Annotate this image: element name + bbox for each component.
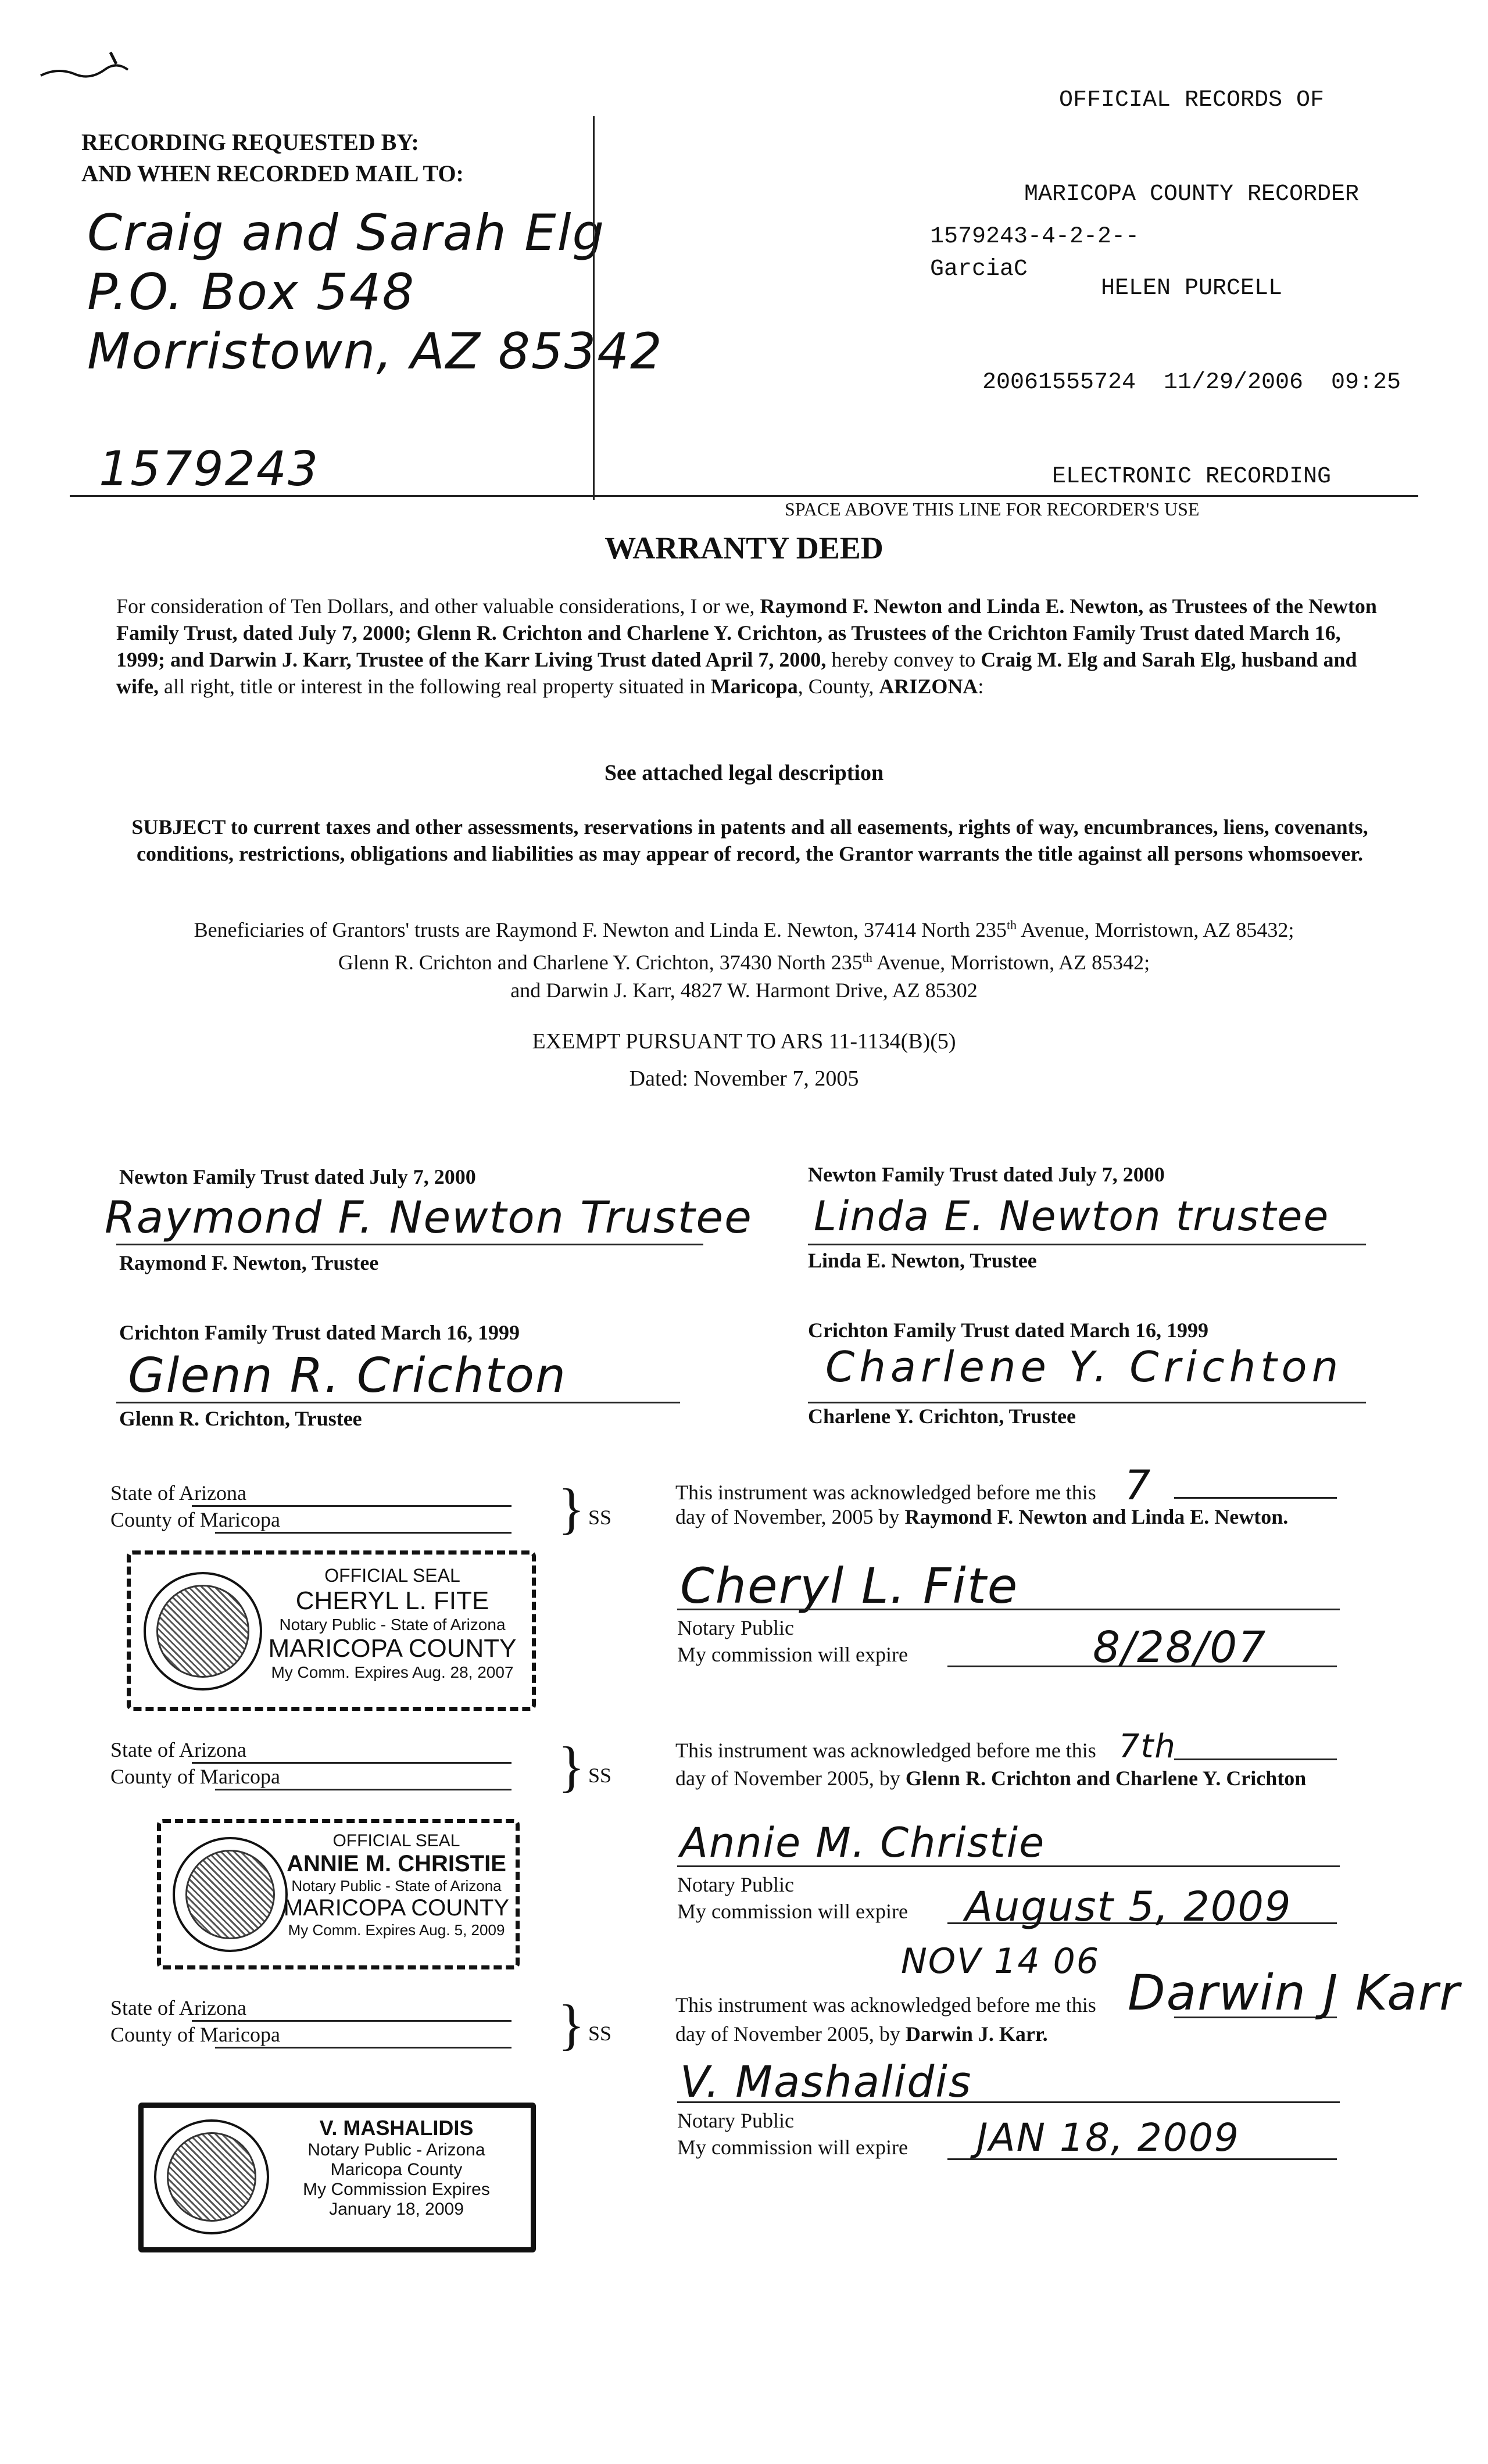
reference-number: 1579243-4-2-2-- (930, 224, 1140, 250)
newton-trust-right: Newton Family Trust dated July 7, 2000 (808, 1163, 1165, 1186)
state-of-label: State of (110, 1481, 175, 1505)
recorder-clerk: GarciaC (930, 256, 1028, 282)
notary-signature-line-3 (677, 2101, 1340, 2103)
ack-parties: Raymond F. Newton and Linda E. Newton. (904, 1505, 1289, 1528)
seal-line-2: Notary Public - Arizona (307, 2140, 485, 2159)
mail-to-city: Morristown, AZ 85342 (87, 323, 663, 381)
notary-seal-3 (138, 2103, 536, 2252)
seal-line-3: Maricopa County (330, 2160, 463, 2179)
ordinal-suffix: th (1006, 918, 1017, 932)
seal-line-1: V. MASHALIDIS (319, 2116, 474, 2140)
arizona-seal-emblem (154, 2119, 269, 2234)
recorder-name: HELEN PURCELL (1100, 275, 1283, 302)
commission-label-1: My commission will expire (677, 1643, 908, 1666)
mail-to-label: AND WHEN RECORDED MAIL TO: (81, 160, 464, 187)
conveyance-paragraph (116, 593, 1383, 700)
county-label-1 (110, 1507, 280, 1532)
beneficiaries-crichton-city: Avenue, Morristown, AZ 85342; (872, 951, 1150, 974)
ack-handwritten-date-3: NOV 14 06 (901, 1941, 1100, 1982)
recorder-space-line (70, 495, 1418, 497)
beneficiaries-newton: Beneficiaries of Grantors' trusts are Raymond F. Newton and Linda E. Newton, 37414 North 235 (194, 918, 1007, 941)
recorder-county: MARICOPA COUNTY RECORDER (1024, 181, 1360, 207)
beneficiaries-crichton: Glenn R. Crichton and Charlene Y. Crichton, 37430 North 235 (338, 951, 863, 974)
commission-label-2: My commission will expire (677, 1900, 908, 1923)
ack-text-2 (675, 1764, 1390, 1792)
county-of-label: County of (110, 1765, 195, 1788)
notary-public-label-1: Notary Public (677, 1616, 794, 1639)
seal-line-1: OFFICIAL SEAL (332, 1831, 460, 1850)
header-divider-vertical (593, 116, 595, 500)
commission-expire-3: JAN 18, 2009 (977, 2115, 1240, 2160)
county-of-label: County of (110, 2023, 195, 2046)
linda-signature: Linda E. Newton trustee (814, 1192, 1330, 1240)
space-above-label: SPACE ABOVE THIS LINE FOR RECORDER'S USE (785, 499, 1200, 520)
glenn-signature-line (116, 1402, 680, 1403)
scan-mark-topleft (35, 35, 140, 93)
conveyance-intro: For consideration of Ten Dollars, and other valuable considerations, I or we, (116, 594, 760, 618)
county-line-3 (215, 2047, 512, 2048)
ss-brace-2: } (558, 1735, 585, 1797)
ss-2: SS (588, 1764, 612, 1787)
state-line-2 (192, 1762, 512, 1764)
beneficiaries (81, 911, 1407, 1004)
county-word: , County, (797, 675, 879, 698)
seal-line-4: MARICOPA COUNTY (283, 1895, 510, 1921)
arizona-seal-emblem (173, 1837, 288, 1952)
notary-public-label-2: Notary Public (677, 1873, 794, 1896)
exemption: EXEMPT PURSUANT TO ARS 11-1134(B)(5) (532, 1029, 956, 1054)
ack-text-a: day of November 2005, by (675, 2022, 906, 2046)
conveyance-clause: all right, title or interest in the following real property situated in (158, 675, 711, 698)
notary-public-label-3: Notary Public (677, 2109, 794, 2132)
seal-line-2: CHERYL L. FITE (295, 1586, 489, 1615)
notary-signature-3: V. Mashalidis (680, 2057, 972, 2107)
ack-day-line-1 (1174, 1497, 1337, 1499)
notary-signature-line-1 (677, 1609, 1340, 1610)
recording-type: ELECTRONIC RECORDING (1051, 464, 1332, 490)
mail-to-address (87, 203, 663, 381)
ack-day: 7 (1124, 1462, 1152, 1509)
commission-label-3: My commission will expire (677, 2136, 908, 2159)
county-line-2 (215, 1789, 512, 1790)
requested-by-label: RECORDING REQUESTED BY: (81, 129, 419, 155)
linda-signature-line (808, 1244, 1366, 1245)
newton-trust-left: Newton Family Trust dated July 7, 2000 (119, 1165, 476, 1188)
recorder-office: OFFICIAL RECORDS OF (1058, 87, 1325, 113)
state-label-3 (110, 1996, 246, 2020)
ack-prefix: This instrument was acknowledged before me this (675, 1481, 1096, 1504)
county-label-3 (110, 2022, 280, 2047)
seal-line-5: My Comm. Expires Aug. 28, 2007 (271, 1663, 514, 1681)
seal-line-3: Notary Public - State of Arizona (291, 1877, 502, 1894)
arizona-seal-emblem (144, 1572, 262, 1691)
property-county: Maricopa (710, 675, 798, 698)
county-value: Maricopa (200, 1765, 280, 1788)
state-value: Arizona (179, 1481, 246, 1505)
ss-1: SS (588, 1506, 612, 1529)
ack-prefix: This instrument was acknowledged before me this (675, 1739, 1096, 1762)
seal-line-5: My Comm. Expires Aug. 5, 2009 (288, 1921, 505, 1939)
commission-expire-1: 8/28/07 (1093, 1623, 1267, 1672)
seal-line-5: January 18, 2009 (329, 2200, 464, 2219)
beneficiaries-line-3: and Darwin J. Karr, 4827 W. Harmont Drive, AZ 85302 (510, 979, 978, 1002)
seal-line-3: Notary Public - State of Arizona (279, 1616, 506, 1634)
state-line-1 (192, 1505, 512, 1507)
ss-3: SS (588, 2022, 612, 2045)
state-value: Arizona (179, 1996, 246, 2019)
ack-text-3 (675, 2020, 1390, 2048)
county-line-1 (215, 1532, 512, 1534)
ack-prefix: This instrument was acknowledged before me this (675, 1993, 1096, 2017)
linda-name: Linda E. Newton, Trustee (808, 1249, 1037, 1272)
notary-seal-1 (127, 1550, 536, 1711)
ack-parties: Darwin J. Karr. (905, 2022, 1048, 2046)
ss-brace-1: } (558, 1477, 585, 1539)
grantees: Craig M. Elg and Sarah Elg, husband and wife, (116, 648, 1357, 698)
notary-seal-2 (157, 1819, 520, 1969)
ordinal-suffix: th (862, 950, 872, 965)
grantors: Raymond F. Newton and Linda E. Newton, as Trustees of the Newton Family Trust, dated July 7, 2000; Glenn R. Crichton and Charlene Y. Crichton, as Trustees of the Crichton Family Trust dated March 16, 1999; and Darwin J. Karr, Trustee of the Karr Living Trust dated April 7, 2000, (116, 594, 1377, 671)
seal-line-2: ANNIE M. CHRISTIE (287, 1851, 506, 1876)
seal-text-2 (283, 1831, 510, 1939)
recording-number: 20061555724 11/29/2006 09:25 (982, 370, 1401, 396)
mail-to-name: Craig and Sarah Elg (87, 204, 606, 262)
handwritten-file-number: 1579243 (99, 442, 320, 497)
ack-day: 7th (1118, 1728, 1176, 1765)
ack-text-1 (675, 1503, 1390, 1531)
conveyance-colon: : (978, 675, 984, 698)
seal-text-3 (277, 2116, 516, 2219)
deed-title: WARRANTY DEED (604, 531, 884, 565)
ack-parties: Glenn R. Crichton and Charlene Y. Crichton (905, 1767, 1307, 1790)
glenn-name: Glenn R. Crichton, Trustee (119, 1407, 362, 1430)
seal-line-4: MARICOPA COUNTY (268, 1634, 517, 1663)
beneficiaries-line-1 (81, 911, 1407, 944)
county-value: Maricopa (200, 1508, 280, 1531)
raymond-signature: Raymond F. Newton Trustee (105, 1191, 753, 1243)
seal-text-1 (264, 1565, 520, 1682)
ack-day-line-2 (1174, 1759, 1337, 1760)
beneficiaries-newton-city: Avenue, Morristown, AZ 85432; (1017, 918, 1294, 941)
seal-line-4: My Commission Expires (303, 2180, 490, 2199)
beneficiaries-line-2 (81, 944, 1407, 976)
raymond-signature-line (116, 1244, 703, 1245)
state-label-2 (110, 1738, 246, 1762)
glenn-signature: Glenn R. Crichton (128, 1348, 567, 1403)
charlene-signature: Charlene Y. Crichton (825, 1342, 1343, 1391)
county-of-label: County of (110, 1508, 195, 1531)
notary-signature-2: Annie M. Christie (680, 1819, 1046, 1867)
commission-expire-2: August 5, 2009 (965, 1883, 1292, 1931)
crichton-trust-right: Crichton Family Trust dated March 16, 1999 (808, 1319, 1208, 1342)
ack-text-a: day of November, 2005 by (675, 1505, 905, 1528)
crichton-trust-left: Crichton Family Trust dated March 16, 1999 (119, 1321, 520, 1344)
darwin-signature: Darwin J Karr (1128, 1964, 1461, 2021)
attached-legal-note: See attached legal description (604, 761, 884, 785)
charlene-signature-line (808, 1402, 1366, 1403)
notary-signature-1: Cheryl L. Fite (680, 1557, 1019, 1614)
raymond-name: Raymond F. Newton, Trustee (119, 1251, 379, 1274)
subject-paragraph: SUBJECT to current taxes and other assessments, reservations in patents and all easements, rights of way, encumbrances, liens, covenants, conditions, restrictions, obligations and liabilities as may appear of record, the Grantor warrants the title against all persons whomsoever. (131, 815, 1368, 865)
seal-line-1: OFFICIAL SEAL (324, 1565, 460, 1586)
state-line-3 (192, 2020, 512, 2022)
mail-to-pobox: P.O. Box 548 (87, 263, 416, 321)
state-of-label: State of (110, 1738, 175, 1761)
county-value: Maricopa (200, 2023, 280, 2046)
acknowledgment-1 (675, 1462, 1396, 1509)
dated: Dated: November 7, 2005 (629, 1066, 859, 1091)
ack-text-a: day of November 2005, by (675, 1767, 906, 1790)
conveyance-verb: hereby convey to (826, 648, 981, 671)
charlene-name: Charlene Y. Crichton, Trustee (808, 1405, 1076, 1428)
property-state: ARIZONA (879, 675, 978, 698)
notary-signature-line-2 (677, 1865, 1340, 1867)
state-value: Arizona (179, 1738, 246, 1761)
county-label-2 (110, 1764, 280, 1789)
ss-brace-3: } (558, 1993, 585, 2055)
state-of-label: State of (110, 1996, 175, 2019)
state-label-1 (110, 1481, 246, 1505)
recording-request-label (81, 127, 464, 189)
recorder-reference (930, 221, 1139, 286)
